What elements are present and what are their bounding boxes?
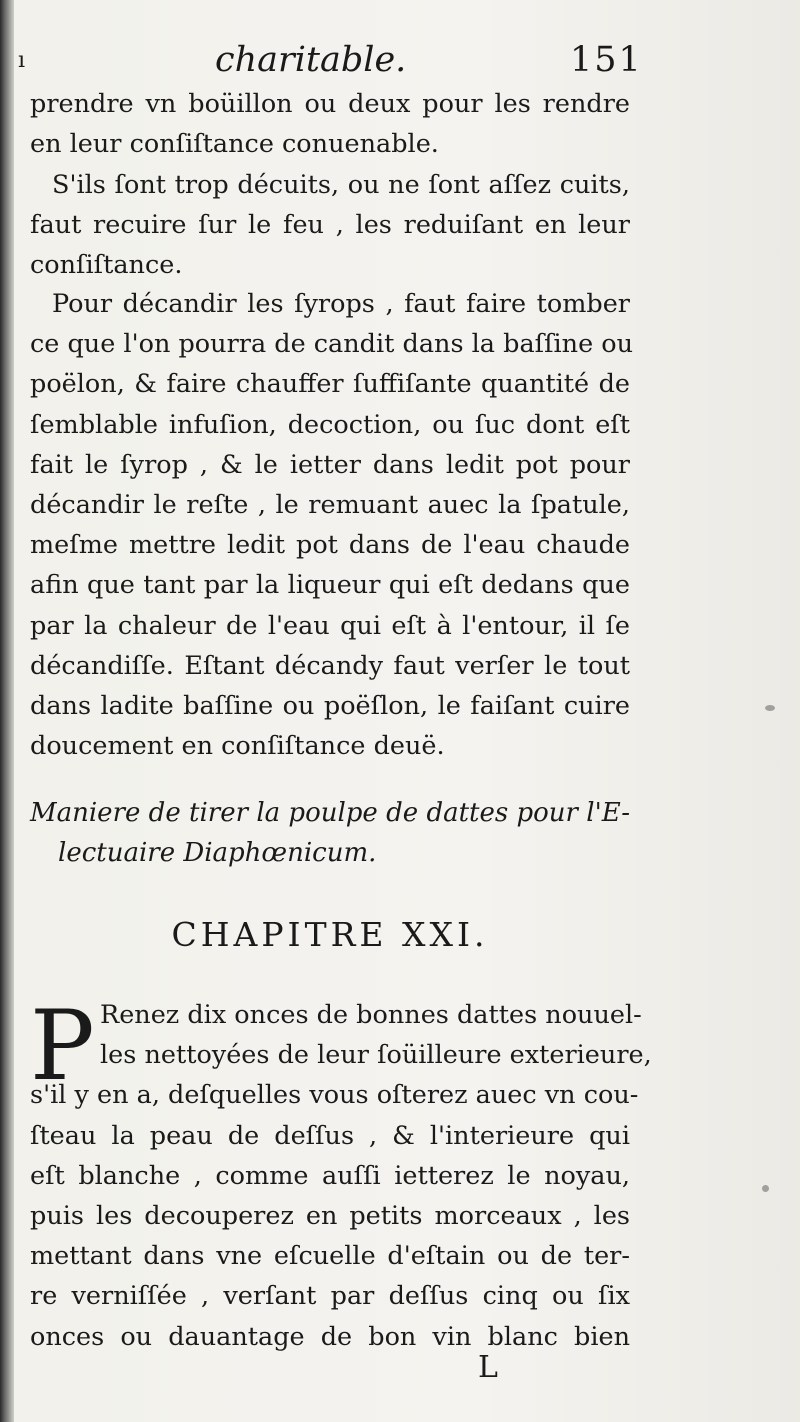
page-number: 151 [570, 40, 643, 80]
text-line: par la chaleur de l'eau qui eſt à l'entour, il ſe [30, 610, 630, 641]
text-line: ſemblable infuſion, decoction, ou ſuc dont eſt [30, 409, 630, 440]
text-line: s'il y en a, deſquelles vous oſterez auec vn cou- [30, 1080, 639, 1111]
text-line: eſt blanche , comme auſſi ietterez le noyau, [30, 1160, 630, 1191]
text-line: meſme mettre ledit pot dans de l'eau chaude [30, 530, 630, 561]
text-line: mettant dans vne eſcuelle d'eſtain ou de ter- [30, 1241, 630, 1272]
section-title-line: Maniere de tirer la poulpe de dattes pour l'E- [30, 798, 630, 828]
text-line: onces ou dauantage de bon vin blanc bien [30, 1321, 630, 1352]
paragraph-2 [30, 165, 630, 286]
text-line: prendre vn boüillon ou deux pour les rendre [30, 89, 630, 119]
page-header [0, 40, 800, 90]
section-title-line: lectuaire Diaphœnicum. [58, 838, 377, 868]
text-line: Renez dix onces de bonnes dattes nouuel- [100, 1000, 642, 1030]
chapter-paragraph [30, 990, 652, 1357]
ink-speck [762, 1185, 769, 1192]
text-line: dans ladite baſſine ou poëſlon, le faiſant cuire [30, 691, 630, 722]
text-line: ce que l'on pourra de candit dans la baſſine ou [30, 329, 634, 360]
chapter-heading: CHAPITRE XXI. [171, 915, 489, 954]
text-line: en leur conſiſtance conuenable. [30, 129, 439, 160]
text-line: S'ils ſont trop décuits, ou ne ſont aſſez cuits, [52, 170, 630, 200]
text-line: poëlon, & faire chauffer ſuffiſante quantité de [30, 369, 630, 400]
text-line: afin que tant par la liqueur qui eſt dedans que [30, 570, 630, 601]
catchword: L [478, 1350, 498, 1385]
running-head: charitable. [215, 40, 407, 80]
ink-speck [765, 705, 775, 711]
text-line: décandir le reſte , le remuant auec la ſpatule, [30, 490, 630, 521]
paragraph-3 [30, 284, 634, 766]
section-title [30, 793, 630, 873]
text-line: re verniſſée , verſant par deſſus cinq ou ſix [30, 1281, 630, 1312]
page-gutter-shadow [0, 0, 14, 1422]
margin-mark: ı [18, 48, 26, 73]
text-line: puis les decouperez en petits morceaux , les [30, 1201, 630, 1232]
drop-cap: P [30, 990, 95, 1102]
paragraph-1 [30, 84, 630, 164]
text-line: doucement en conſiſtance deuë. [30, 731, 445, 762]
text-line: ſteau la peau de deſſus , & l'interieure qui [30, 1120, 630, 1151]
text-line: Pour décandir les ſyrops , faut faire tomber [52, 289, 630, 319]
text-line: fait le ſyrop , & le ietter dans ledit pot pour [30, 449, 630, 480]
text-line: décandiſſe. Eſtant décandy faut verſer le tout [30, 650, 630, 681]
text-line: faut recuire ſur le feu , les reduiſant en leur [30, 210, 630, 241]
text-line: conſiſtance. [30, 250, 183, 281]
text-line: les nettoyées de leur ſoüilleure exterieure, [100, 1040, 652, 1071]
